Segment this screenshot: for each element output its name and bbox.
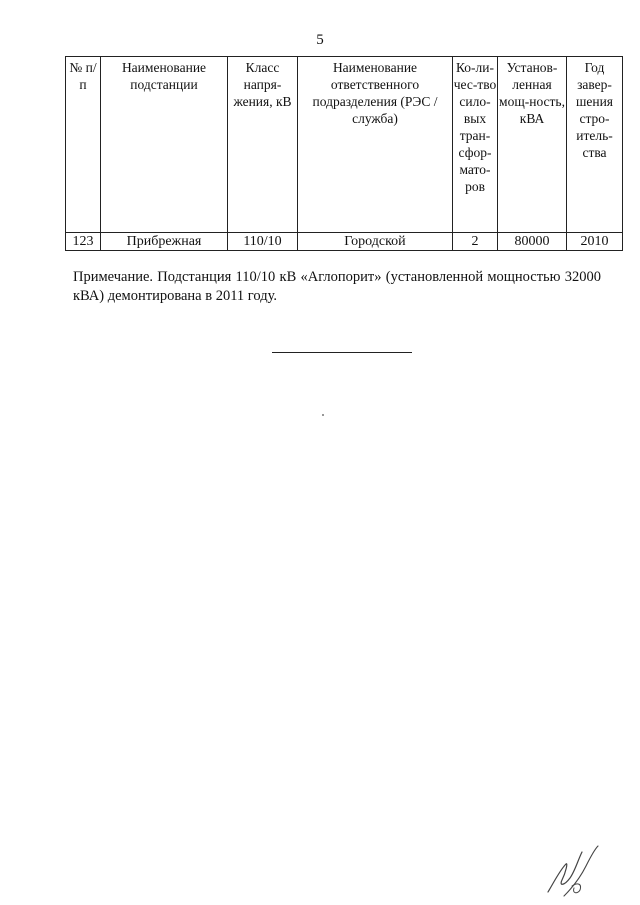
cell-completion-year: 2010 — [567, 233, 623, 251]
cell-substation-name: Прибрежная — [101, 233, 228, 251]
cell-department: Городской — [298, 233, 453, 251]
cell-transformer-count: 2 — [453, 233, 498, 251]
header-voltage-class: Класс напря-жения, кВ — [228, 57, 298, 233]
table-row — [66, 233, 623, 251]
cell-voltage-class: 110/10 — [228, 233, 298, 251]
note-paragraph: Примечание. Подстанция 110/10 кВ «Аглопорит» (установленной мощностью 32000 кВА) демонтирована в 2011 году. — [73, 269, 601, 304]
header-completion-year: Год завер-шения стро-итель-ства — [567, 57, 623, 233]
cell-installed-power: 80000 — [498, 233, 567, 251]
scan-speck — [322, 414, 324, 416]
header-transformer-count: Ко-ли-чес-тво сило-вых тран-сфор-мато-ров — [453, 57, 498, 233]
handwritten-initials-icon — [542, 842, 604, 900]
cell-num: 123 — [66, 233, 101, 251]
table-header-row — [66, 57, 623, 233]
page-number: 5 — [316, 32, 324, 48]
header-installed-power: Установ-ленная мощ-ность, кВА — [498, 57, 567, 233]
header-substation-name: Наименование подстанции — [101, 57, 228, 233]
header-department: Наименование ответственного подразделения (РЭС / служба) — [298, 57, 453, 233]
separator-line — [272, 352, 412, 353]
header-num: № п/п — [66, 57, 101, 233]
substation-table — [65, 56, 623, 251]
